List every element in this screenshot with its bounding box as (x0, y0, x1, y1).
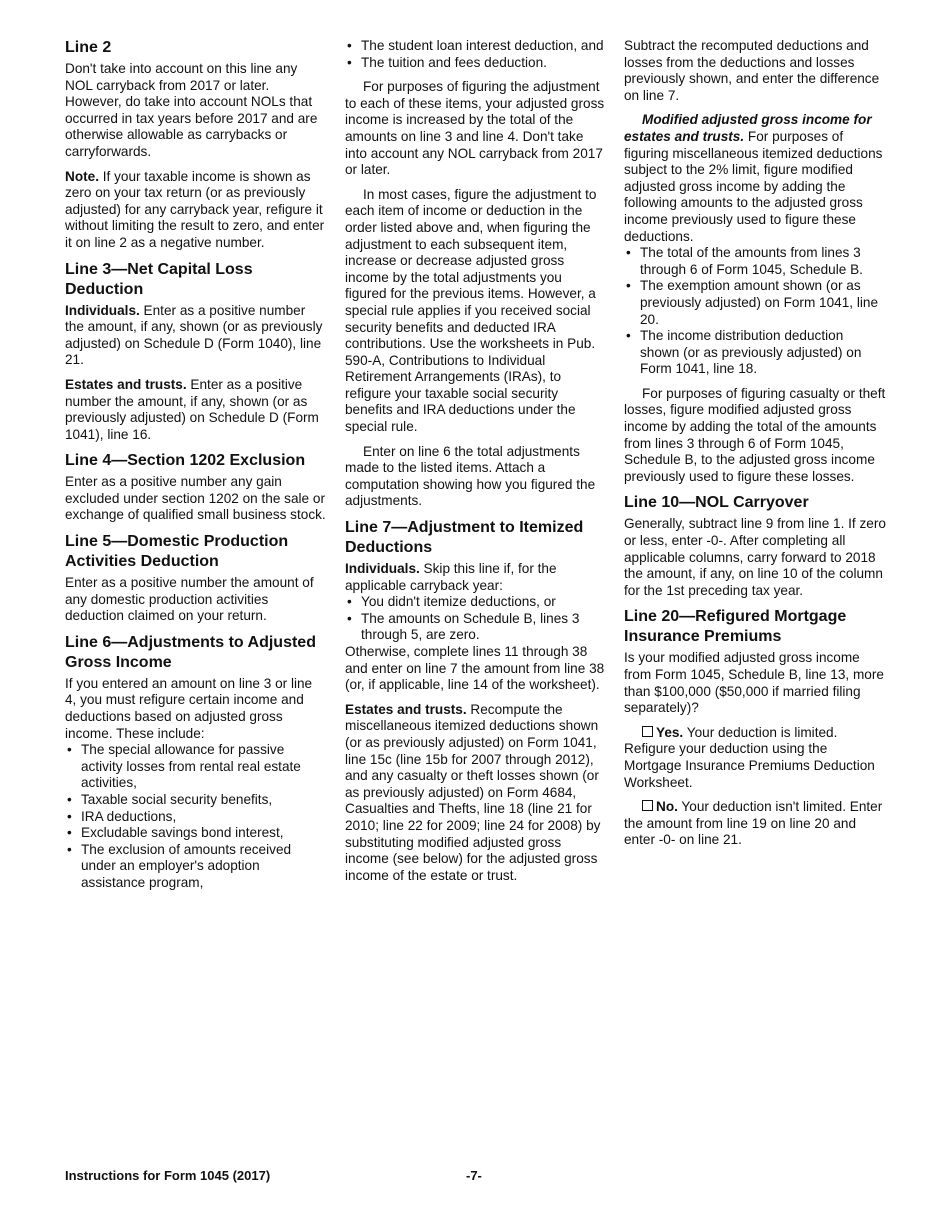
estates-label: Estates and trusts. (345, 701, 467, 717)
list-item: • Excludable savings bond interest, (65, 825, 327, 842)
line-7-individuals (345, 561, 607, 594)
magi-bullet-list (624, 245, 886, 378)
column-1 (65, 38, 327, 892)
line-7-estates (345, 702, 607, 885)
estates-label: Estates and trusts. (65, 376, 187, 392)
line-7-bullet-list (345, 594, 607, 644)
list-item: • The exemption amount shown (or as previously adjusted) on Form 1041, line 20. (624, 278, 886, 328)
line-4-text: Enter as a positive number any gain excluded under section 1202 on the sale or exchange of qualified small business stock. (65, 474, 326, 523)
list-item: • You didn't itemize deductions, or (345, 594, 607, 611)
line-3-estates (65, 377, 327, 443)
list-item: • Taxable social security benefits, (65, 792, 327, 809)
line-10-text: Generally, subtract line 9 from line 1. If zero or less, enter -0-. After completing all applicable columns, carry forward to 2018 the amount, if any, on line 10 of the column for the 1st preceding tax year. (624, 516, 886, 598)
magi-label: Modified adjusted gross income for estates and trusts. (624, 112, 872, 144)
note-text: If your taxable income is shown as zero on your tax return (or as previously adjusted) for any carryback year, refigure it without limiting the result to zero, and enter it on line 2 as a negative number. (65, 168, 325, 250)
list-item: • The tuition and fees deduction. (345, 55, 607, 72)
adjustment-bullet-list (345, 38, 607, 71)
list-item: • The student loan interest deduction, and (345, 38, 607, 55)
line-3-individuals (65, 303, 327, 369)
note-label: Note. (65, 168, 99, 184)
subtract-text: Subtract the recomputed deductions and losses from the deductions and losses previously shown, and enter the difference on line 7. (624, 38, 880, 103)
line-6-heading: Line 6—Adjustments to Adjusted Gross Income (65, 633, 316, 671)
line-7-otherwise-text: Otherwise, complete lines 11 through 38 and enter on line 7 the amount from line 38 (or, if applicable, line 14 of the worksheet). (345, 644, 605, 693)
list-item: • The total of the amounts from lines 3 through 6 of Form 1045, Schedule B. (624, 245, 886, 278)
agi-increase-text: For purposes of figuring the adjustment to each of these items, your adjusted gross income is increased by the total of the amounts on line 3 and line 4. Don't take into account any NOL carryback from 2017 or later. (345, 79, 605, 178)
estates-text: Enter as a positive number the amount, if any, shown (or as previously adjusted) on Schedule D (Form 1041), line 16. (65, 376, 319, 442)
line-20-heading: Line 20—Refigured Mortgage Insurance Premiums (624, 608, 847, 646)
list-item: • The exclusion of amounts received under an employer's adoption assistance program, (65, 842, 327, 892)
line-20-question: Is your modified adjusted gross income from Form 1045, Schedule B, line 13, more than $100,000 ($50,000 if married filing separately)? (624, 650, 884, 716)
line-20-yes (624, 725, 886, 791)
casualty-text: For purposes of figuring casualty or theft losses, figure modified adjusted gross income by adding the total of the amounts from lines 3 through 6 of Form 1045, Schedule B, to the adjusted gross income previously used to figure these losses. (624, 385, 886, 484)
line-6-text: If you entered an amount on line 3 or line 4, you must refigure certain income and deductions based on adjusted gross income. These include: (65, 675, 313, 741)
individuals-text: Enter as a positive number the amount, if any, shown (or as previously adjusted) on Schedule D (Form 1040), line 21. (65, 302, 323, 368)
no-text: Your deduction isn't limited. Enter the amount from line 19 on line 20 and enter -0- on line 21. (624, 799, 883, 848)
footer-title: Instructions for Form 1045 (2017) (65, 1168, 271, 1183)
line-3-heading: Line 3—Net Capital Loss Deduction (65, 260, 253, 298)
line-6-enter-text: Enter on line 6 the total adjustments made to the listed items. Attach a computation showing how you figured the adjustments. (345, 443, 596, 509)
individuals-text: Skip this line if, for the applicable carryback year: (345, 561, 557, 593)
individuals-label: Individuals. (65, 302, 140, 318)
list-item: • IRA deductions, (65, 809, 327, 826)
line-6-bullet-list (65, 742, 327, 891)
line-5-heading: Line 5—Domestic Production Activities Deduction (65, 533, 289, 571)
yes-text: Your deduction is limited. Refigure your deduction using the Mortgage Insurance Premiums Deduction Worksheet. (624, 724, 875, 790)
no-checkbox-icon (642, 800, 653, 811)
line-5-text: Enter as a positive number the amount of any domestic production activities deduction claimed on your return. (65, 575, 314, 624)
line-2-text: Don't take into account on this line any NOL carryback from 2017 or later. However, do take into account NOLs that occurred in tax years before 2017 and are otherwise allowable as carrybacks or carryforwards. (65, 61, 318, 159)
adjustment-order-text: In most cases, figure the adjustment to each item of income or deduction in the order listed above and, when figuring the adjustment to each subsequent item, increase or decrease adjusted gross income by the total adjustments you figured for the previous items. However, a special rule applies if you received social security benefits and deducted IRA contributions. Use the worksheets in Pub. 590-A, Contributions to Individual Retirement Arrangements (IRAs), to refigure your taxable social security benefits and IRA deductions under the special rule. (345, 186, 597, 435)
list-item: • The amounts on Schedule B, lines 3 through 5, are zero. (345, 611, 607, 644)
magi-text: For purposes of figuring miscellaneous itemized deductions subject to the 2% limit, figure modified adjusted gross income by adding the following amounts to the adjusted gross income previously used to figure these deductions. (624, 128, 883, 244)
column-3 (624, 38, 886, 857)
yes-checkbox-icon (642, 726, 653, 737)
line-4-heading: Line 4—Section 1202 Exclusion (65, 452, 306, 470)
list-item: • The income distribution deduction shown (or as previously adjusted) on Form 1041, line 18. (624, 328, 886, 378)
line-7-heading: Line 7—Adjustment to Itemized Deductions (345, 519, 584, 557)
line-20-no (624, 799, 886, 849)
line-2-note (65, 169, 327, 252)
line-10-heading: Line 10—NOL Carryover (624, 494, 809, 512)
yes-label: Yes. (656, 724, 684, 740)
line-2-heading: Line 2 (65, 39, 112, 56)
individuals-label: Individuals. (345, 561, 420, 577)
magi-paragraph (624, 112, 886, 245)
no-label: No. (656, 799, 678, 815)
column-2 (345, 38, 607, 892)
estates-text: Recompute the miscellaneous itemized deductions shown (or as previously adjusted) on Form 1041, line 15c (line 15b for 2007 through 2012), and any casualty or theft losses shown (or as previously adjusted) on Form 4684, Casualties and Thefts, line 18 (line 21 for 2010; line 22 for 2009; line 24 for 2008) by substituting modified adjusted gross income (see below) for the adjusted gross income of the estate or trust. (345, 701, 601, 883)
list-item: • The special allowance for passive activity losses from rental real estate activities, (65, 742, 327, 792)
page-number: -7- (466, 1168, 482, 1183)
